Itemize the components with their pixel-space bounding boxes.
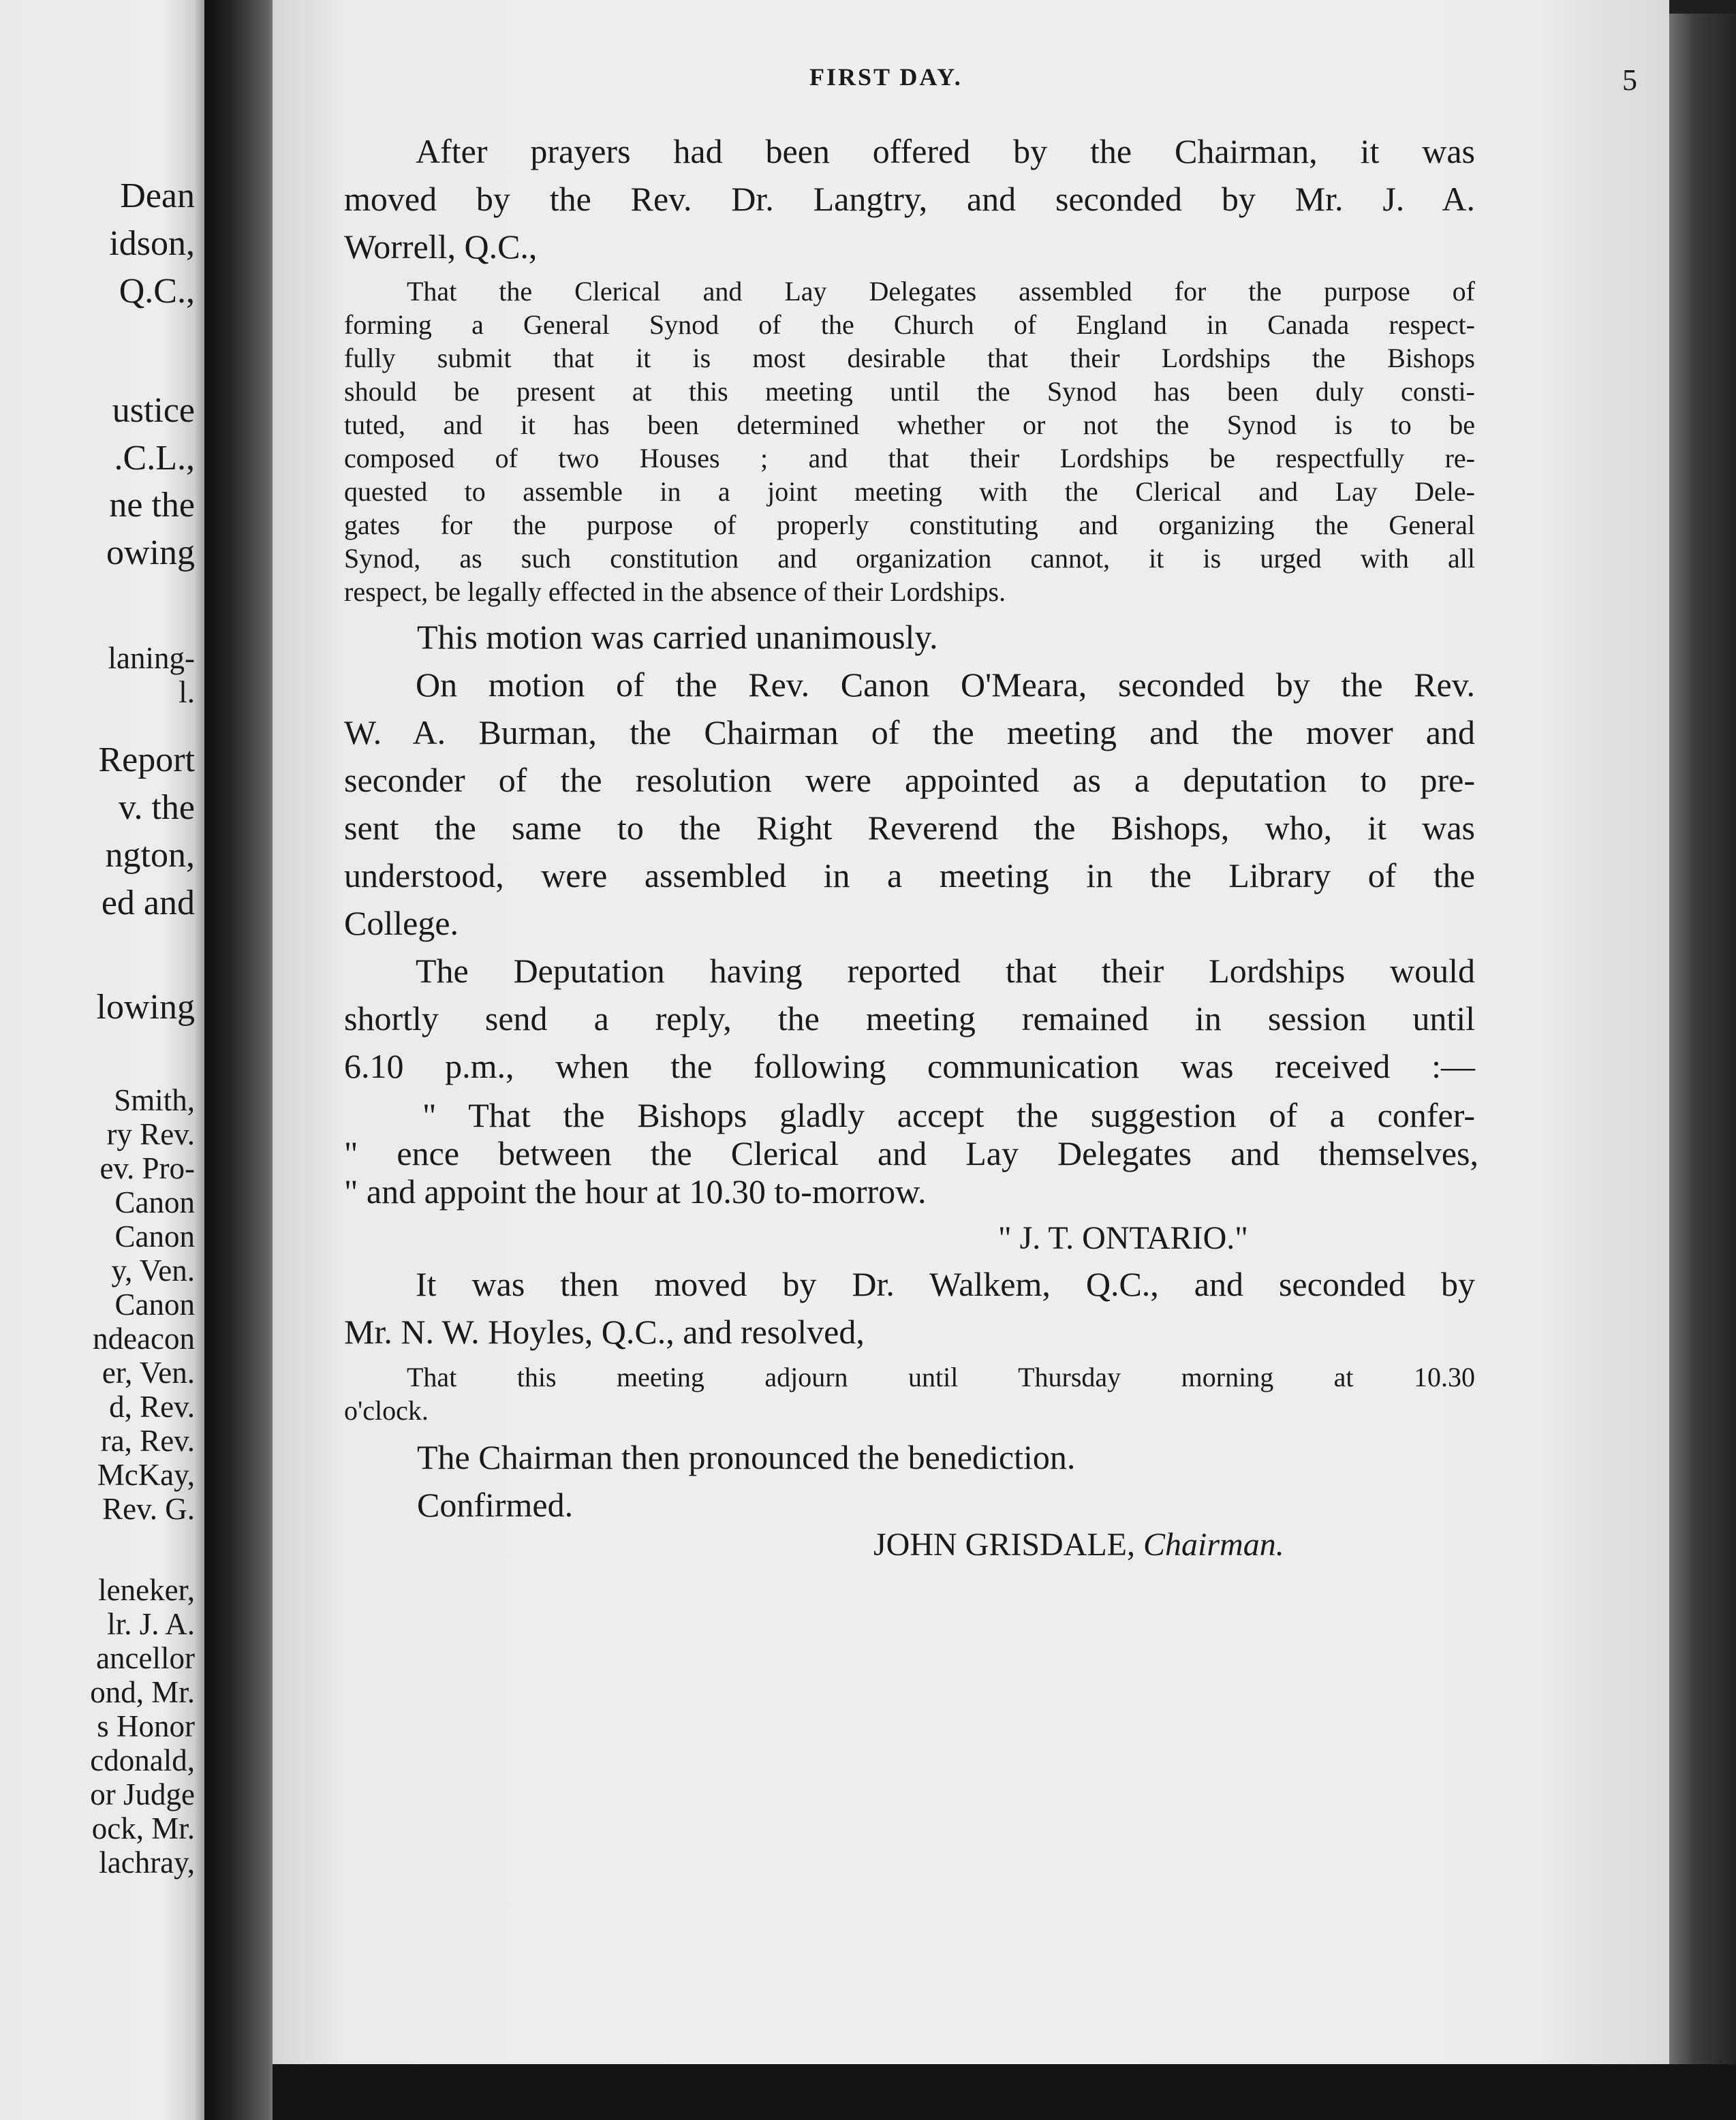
- left-page-line: cdonald,: [90, 1743, 195, 1777]
- body-line: understood, were assembled in a meeting in the Library of the: [344, 856, 1475, 894]
- resolution-line: tuted, and it has been determined whether or not the Synod is to be: [344, 409, 1475, 440]
- previous-page: [0, 0, 204, 2120]
- left-page-line: l.: [179, 675, 195, 709]
- resolution-line: o'clock.: [344, 1395, 429, 1426]
- quoted-reply-line: " and appoint the hour at 10.30 to-morrow.: [344, 1172, 927, 1211]
- resolution-line: Synod, as such constitution and organization cannot, it is urged with all: [344, 543, 1475, 574]
- bishop-signature: " J. T. ONTARIO.": [998, 1220, 1248, 1256]
- body-line: seconder of the resolution were appointed as a deputation to pre-: [344, 761, 1475, 799]
- page-edge-shadow: [1669, 14, 1736, 2064]
- chairman-title: Chairman.: [1143, 1527, 1284, 1563]
- left-page-line: s Honor: [97, 1709, 195, 1743]
- body-line: moved by the Rev. Dr. Langtry, and seconded by Mr. J. A.: [344, 180, 1475, 218]
- left-page-line: lachray,: [99, 1845, 195, 1880]
- body-line: On motion of the Rev. Canon O'Meara, seconded by the Rev.: [416, 666, 1475, 704]
- left-page-line: d, Rev.: [109, 1390, 195, 1424]
- body-line: It was then moved by Dr. Walkem, Q.C., and seconded by: [416, 1265, 1475, 1303]
- left-page-line: ne the: [109, 486, 195, 525]
- body-line: W. A. Burman, the Chairman of the meeting and the mover and: [344, 713, 1475, 751]
- left-page-line: er, Ven.: [102, 1356, 195, 1390]
- chairman-signature: [873, 1526, 1284, 1563]
- left-page-line: Q.C.,: [119, 272, 195, 311]
- resolution-line: respect, be legally effected in the absence of their Lordships.: [344, 576, 1006, 607]
- left-page-line: idson,: [109, 224, 195, 263]
- left-page-line: McKay,: [97, 1458, 195, 1492]
- resolution-line: That this meeting adjourn until Thursday morning at 10.30: [407, 1362, 1475, 1392]
- left-page-line: ock, Mr.: [91, 1811, 195, 1845]
- resolution-line: That the Clerical and Lay Delegates assembled for the purpose of: [407, 276, 1475, 307]
- left-page-line: ry Rev.: [106, 1117, 195, 1151]
- left-page-line: ngton,: [105, 836, 195, 875]
- left-page-line: .C.L.,: [114, 439, 195, 478]
- left-page-line: Canon: [114, 1288, 195, 1322]
- quoted-reply-line: " ence between the Clerical and Lay Delegates and themselves,: [344, 1134, 1478, 1172]
- left-page-line: leneker,: [98, 1573, 195, 1607]
- left-page-line: Dean: [120, 176, 195, 215]
- chairman-name: JOHN GRISDALE,: [873, 1527, 1135, 1563]
- resolution-line: quested to assemble in a joint meeting with the Clerical and Lay Dele-: [344, 476, 1475, 507]
- left-page-line: Smith,: [114, 1083, 195, 1117]
- left-page-line: owing: [106, 533, 195, 572]
- quoted-reply-line: " That the Bishops gladly accept the suggestion of a confer-: [422, 1096, 1475, 1134]
- left-page-line: lowing: [96, 988, 195, 1027]
- body-line: This motion was carried unanimously.: [417, 618, 938, 656]
- page-number: 5: [1622, 63, 1637, 97]
- body-line: College.: [344, 904, 459, 942]
- left-page-line: lr. J. A.: [107, 1607, 195, 1641]
- resolution-line: gates for the purpose of properly constituting and organizing the General: [344, 510, 1475, 540]
- body-line: The Chairman then pronounced the benediction.: [417, 1438, 1076, 1476]
- left-page-line: Canon: [114, 1185, 195, 1219]
- left-page-line: ev. Pro-: [99, 1151, 195, 1185]
- body-line: Mr. N. W. Hoyles, Q.C., and resolved,: [344, 1313, 865, 1351]
- left-page-line: laning-: [108, 641, 195, 675]
- left-page-line: Report: [98, 741, 195, 779]
- body-line: Confirmed.: [417, 1486, 574, 1524]
- resolution-line: should be present at this meeting until the Synod has been duly consti-: [344, 376, 1475, 407]
- left-page-line: y, Ven.: [111, 1253, 195, 1288]
- left-page-line: ndeacon: [93, 1322, 195, 1356]
- left-page-line: ancellor: [96, 1641, 195, 1675]
- body-line: Worrell, Q.C.,: [344, 228, 538, 266]
- body-line: The Deputation having reported that their Lordships would: [416, 952, 1475, 990]
- left-page-line: v. the: [118, 788, 195, 827]
- resolution-line: composed of two Houses ; and that their Lordships be respectfully re-: [344, 443, 1475, 473]
- left-page-line: or Judge: [90, 1777, 195, 1811]
- body-line: After prayers had been offered by the Chairman, it was: [416, 132, 1475, 170]
- left-page-line: Rev. G.: [102, 1492, 195, 1526]
- resolution-line: fully submit that it is most desirable that their Lordships the Bishops: [344, 343, 1475, 373]
- body-line: 6.10 p.m., when the following communication was received :—: [344, 1047, 1475, 1085]
- running-head: FIRST DAY.: [809, 63, 963, 91]
- left-page-line: ed and: [101, 884, 195, 922]
- left-page-line: ond, Mr.: [90, 1675, 195, 1709]
- body-line: shortly send a reply, the meeting remained in session until: [344, 999, 1475, 1038]
- page-bottom-edge: [273, 2064, 1736, 2120]
- body-line: sent the same to the Right Reverend the Bishops, who, it was: [344, 809, 1475, 847]
- left-page-line: ra, Rev.: [100, 1424, 195, 1458]
- left-page-line: Canon: [114, 1219, 195, 1253]
- left-page-line: ustice: [112, 391, 195, 430]
- resolution-line: forming a General Synod of the Church of England in Canada respect-: [344, 309, 1475, 340]
